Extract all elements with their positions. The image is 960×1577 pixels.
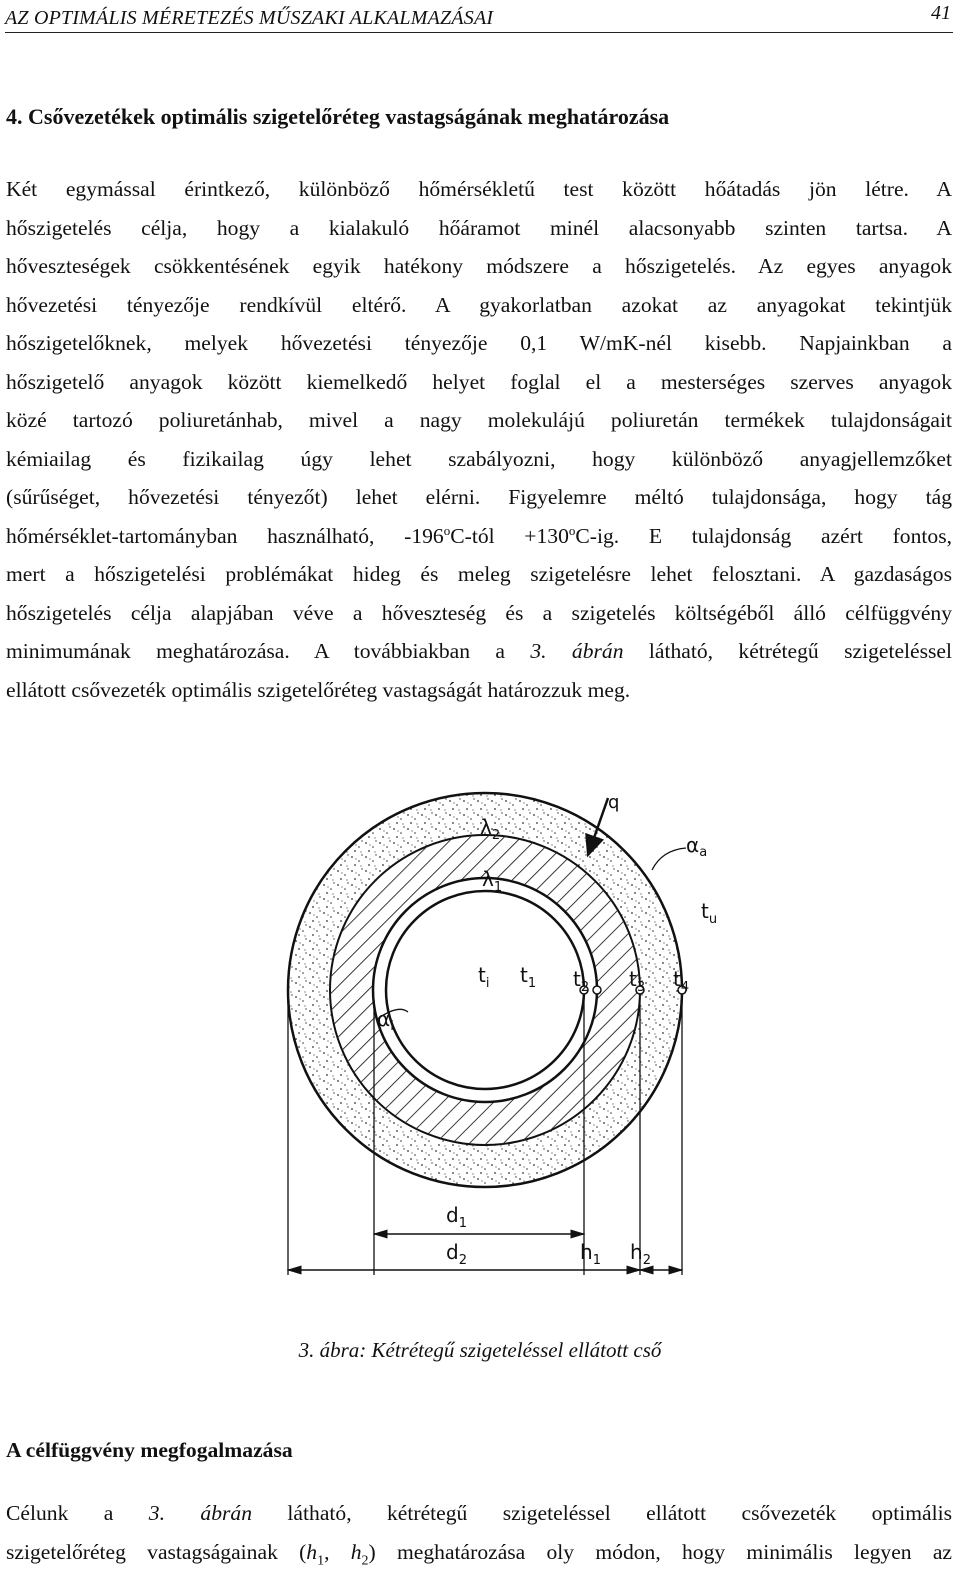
text-line bbox=[6, 517, 952, 556]
label-lambda2: $\lambda_2$ bbox=[480, 815, 501, 843]
label-t-u: $t_u$ bbox=[701, 899, 718, 927]
text-line: (sűrűséget, hővezetési tényezőt) lehet elérni. Figyelemre méltó tulajdonsága, hogy tág bbox=[6, 485, 952, 509]
text-line: mert a hőszigetelési problémákat hideg és meleg szigetelésre lehet felosztani. A gazdaságos bbox=[6, 562, 952, 586]
label-lambda1: $\lambda_1$ bbox=[482, 867, 503, 895]
running-header bbox=[5, 4, 953, 33]
label-h1: $h_1$ bbox=[580, 1240, 601, 1268]
math-symbol: h bbox=[306, 1539, 318, 1564]
figure-reference: 3. ábrán bbox=[530, 639, 624, 663]
label-h2: $h_2$ bbox=[630, 1240, 651, 1268]
math-symbol: h bbox=[350, 1539, 362, 1564]
text-line bbox=[6, 1494, 952, 1533]
text-run: ) meghatározása oly módon, hogy minimális legyen az bbox=[368, 1539, 952, 1564]
text-run: látható, kétrétegű szigeteléssel bbox=[623, 639, 953, 663]
label-alpha-i: $\alpha_i$ bbox=[377, 1007, 394, 1034]
text-run: szigetelőréteg vastagságainak ( bbox=[6, 1539, 307, 1564]
label-d1: $d_1$ bbox=[446, 1203, 467, 1231]
text-line: Két egymással érintkező, különböző hőmérsékletű test között hőátadás jön létre. A bbox=[6, 177, 952, 201]
text-line: hőszigetelés célja alapjában véve a hőveszteség és a szigetelés költségéből álló célfüggvény bbox=[6, 600, 952, 625]
text-line bbox=[6, 1533, 952, 1572]
subscript: 1 bbox=[317, 1552, 325, 1568]
subscript: 2 bbox=[361, 1552, 369, 1568]
text-run: Célunk a bbox=[6, 1501, 149, 1525]
text-line: hőszigetelő anyagok között kiemelkedő helyet foglal el a mesterséges szerves anyagok bbox=[6, 369, 952, 394]
text-run: , bbox=[324, 1539, 351, 1564]
figure-caption: 3. ábra: Kétrétegű szigeteléssel ellátott cső bbox=[298, 1338, 662, 1362]
text-line: hővezetési tényezője rendkívül eltérő. A gyakorlatban azokat az anyagokat tekintjük bbox=[6, 292, 952, 317]
running-header-title: AZ OPTIMÁLIS MÉRETEZÉS MŰSZAKI ALKALMAZÁSAI bbox=[5, 7, 494, 29]
text-run: hőmérséklet-tartományban használható, -196 bbox=[6, 523, 444, 548]
label-d2: $d_2$ bbox=[446, 1240, 467, 1268]
degree-superscript: o bbox=[443, 522, 451, 538]
page-number: 41 bbox=[931, 2, 951, 24]
objective-paragraph bbox=[6, 1494, 952, 1571]
text-run: C-ig. E tulajdonság azért fontos, bbox=[575, 523, 952, 548]
label-t1: $t_1$ bbox=[520, 963, 537, 991]
pipe-cross-section-drawing bbox=[0, 780, 960, 1300]
text-line: kémiailag és fizikailag úgy lehet szabályozni, hogy különböző anyagjellemzőket bbox=[6, 446, 952, 471]
label-t4: $t_4$ bbox=[673, 967, 690, 995]
text-run: látható, kétrétegű szigeteléssel ellátott csővezeték optimális bbox=[252, 1501, 952, 1525]
text-run: C-tól +130 bbox=[450, 523, 569, 548]
intro-paragraph bbox=[6, 170, 952, 709]
figure-reference: 3. ábrán bbox=[148, 1501, 253, 1525]
section-heading: 4. Csővezetékek optimális szigetelőréteg vastagságának meghatározása bbox=[6, 104, 670, 129]
degree-superscript: o bbox=[568, 522, 576, 538]
label-t3: $t_3$ bbox=[629, 967, 646, 995]
subsection-heading: A célfüggvény megfogalmazása bbox=[6, 1438, 293, 1462]
text-line: hőszigetelés célja, hogy a kialakuló hőáramot minél alacsonyabb szinten tartsa. A bbox=[6, 215, 952, 240]
text-line: hőszigetelőknek, melyek hővezetési tényezője 0,1 W/mK-nél kisebb. Napjainkban a bbox=[6, 331, 952, 355]
text-line: közé tartozó poliuretánhab, mivel a nagy molekulájú poliuretán termékek tulajdonságait bbox=[6, 408, 952, 432]
text-line bbox=[6, 632, 952, 671]
alpha-a-leader-line bbox=[652, 848, 686, 870]
text-line: hőveszteségek csökkentésének egyik hatékony módszere a hőszigetelés. Az egyes anyagok bbox=[6, 254, 952, 278]
label-q: q bbox=[608, 792, 620, 813]
label-alpha-a: $\alpha_a$ bbox=[686, 833, 708, 860]
text-line: ellátott csővezeték optimális szigetelőréteg vastagságát határozzuk meg. bbox=[6, 677, 631, 702]
label-t2: $t_2$ bbox=[573, 967, 590, 995]
label-t-i: $t_i$ bbox=[478, 963, 490, 991]
pipe-insulation-figure bbox=[0, 780, 960, 1300]
text-run: minimumának meghatározása. A továbbiakban a bbox=[6, 639, 531, 663]
